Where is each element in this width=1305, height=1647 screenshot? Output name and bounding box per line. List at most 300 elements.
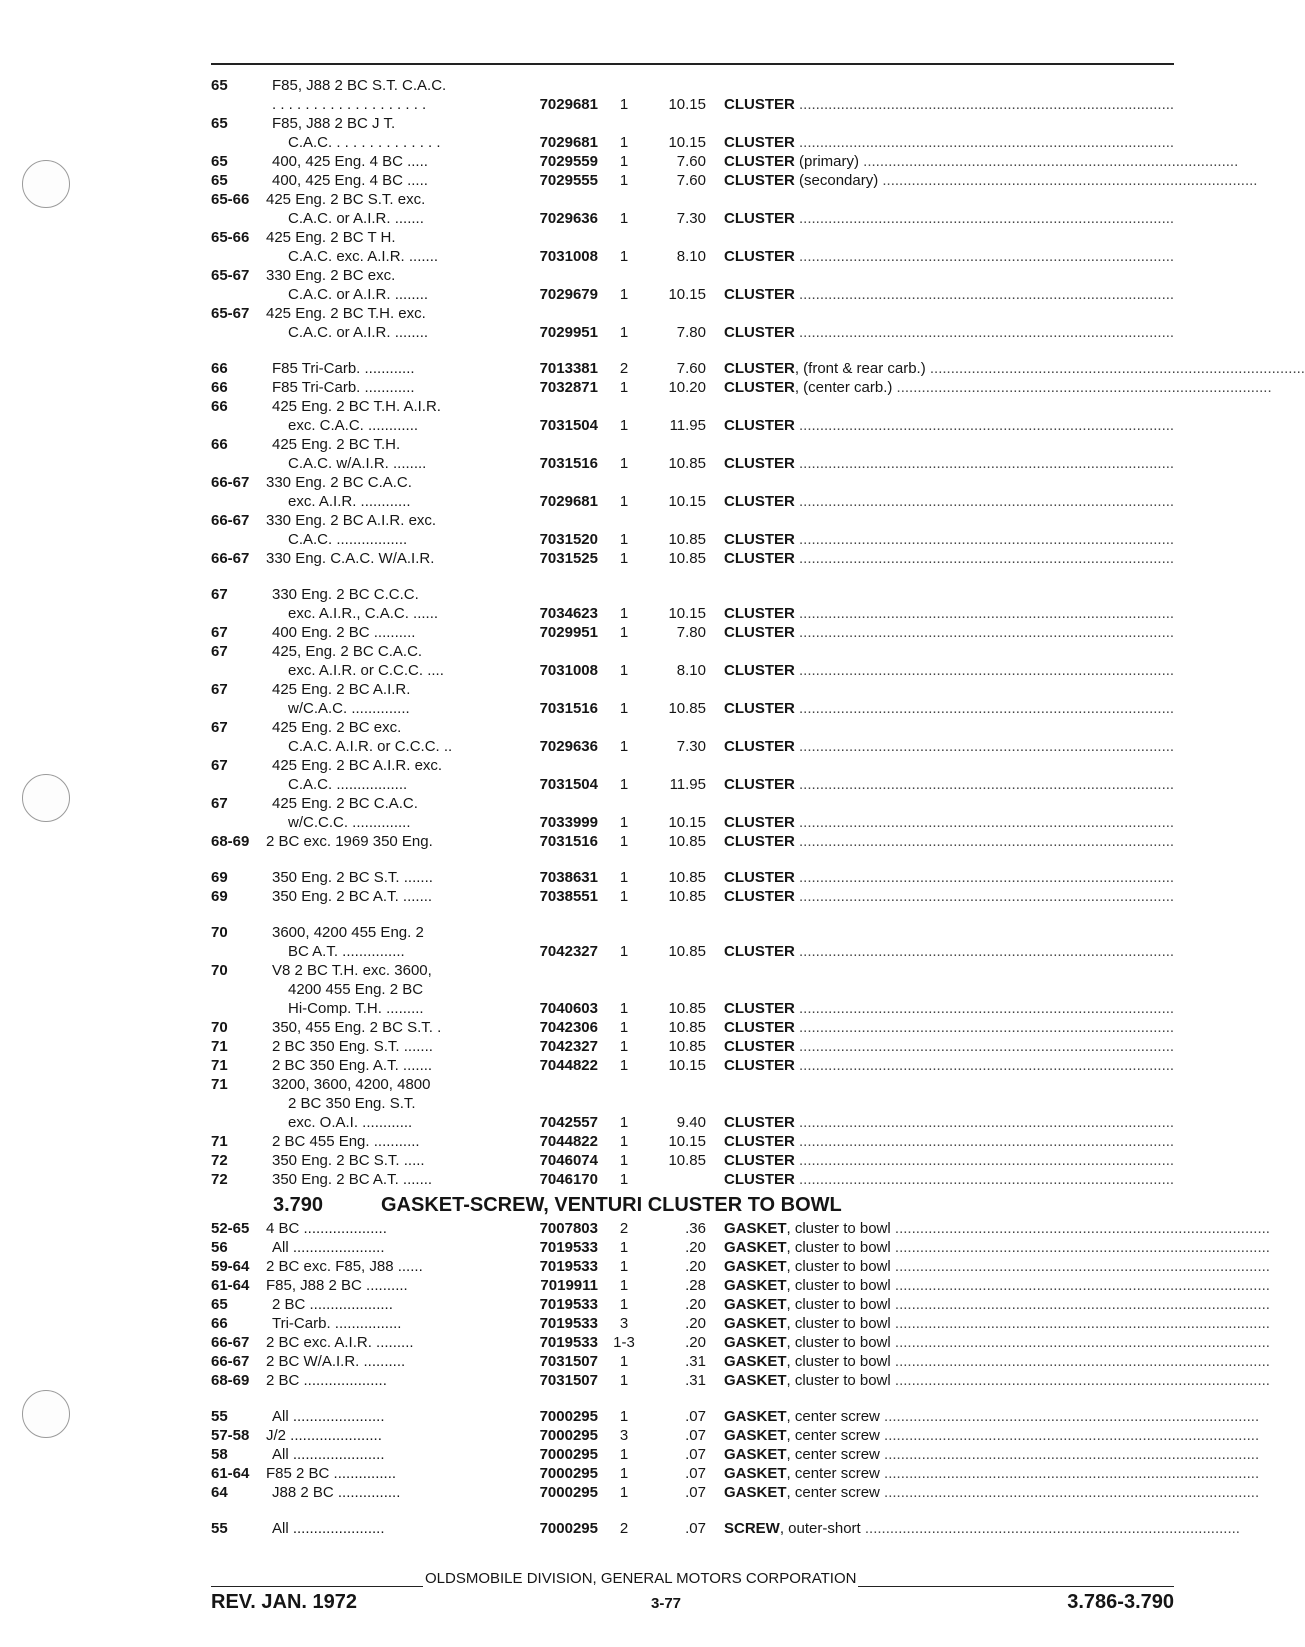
part-name-bold: GASKET — [724, 1408, 787, 1425]
list-price: 10.20 — [668, 379, 706, 396]
model-year: 70 — [211, 1019, 228, 1036]
list-price: 10.15 — [668, 96, 706, 113]
application: F85, J88 2 BC S.T. C.A.C. — [272, 77, 447, 94]
catalog-row — [211, 209, 1174, 228]
catalog-row — [211, 1075, 1174, 1094]
model-year: 66 — [211, 436, 228, 453]
part-name-bold: CLUSTER — [724, 379, 795, 396]
list-price: 10.85 — [668, 888, 706, 905]
list-price: 10.15 — [668, 1057, 706, 1074]
quantity: 1 — [619, 286, 629, 303]
leader-dots: .......................................................................................... — [794, 888, 1175, 905]
part-name-bold: CLUSTER — [724, 1114, 795, 1131]
part-description: , outer-short — [779, 1520, 861, 1537]
part-name — [724, 1170, 1174, 1189]
list-price: .07 — [685, 1408, 706, 1425]
application: exc. C.A.C. ............ — [288, 417, 419, 434]
part-name — [724, 1276, 1270, 1295]
part-name — [724, 775, 1174, 794]
part-name — [724, 435, 1174, 454]
catalog-row — [211, 1407, 1260, 1426]
list-price — [642, 794, 724, 813]
model-year: 65-67 — [211, 267, 250, 284]
part-number — [521, 756, 606, 775]
application: exc. O.A.I. ............ — [288, 1114, 413, 1131]
model-year: 65 — [211, 1296, 228, 1313]
part-name-bold: GASKET — [724, 1296, 787, 1313]
list-price: .20 — [685, 1239, 706, 1256]
quantity: 1 — [619, 1258, 629, 1275]
quantity — [606, 961, 642, 980]
application: 350, 455 Eng. 2 BC S.T. . — [272, 1019, 442, 1036]
application: 400 Eng. 2 BC .......... — [272, 624, 416, 641]
quantity: 1 — [619, 662, 629, 679]
part-name — [724, 1132, 1174, 1151]
part-number: 7046074 — [539, 1152, 598, 1169]
part-number: 7029681 — [539, 134, 598, 151]
application: All ...................... — [272, 1408, 385, 1425]
part-description: , cluster to bowl — [786, 1372, 891, 1389]
catalog-row — [211, 1483, 1260, 1503]
model-year: 56 — [211, 1239, 228, 1256]
list-price: .07 — [685, 1465, 706, 1482]
application: 425 Eng. 2 BC C.A.C. — [272, 795, 418, 812]
model-year: 72 — [211, 1152, 228, 1169]
quantity: 1 — [619, 1465, 629, 1482]
part-description: , center screw — [786, 1484, 880, 1501]
catalog-row — [211, 680, 1174, 699]
catalog-row — [211, 737, 1174, 756]
footer-company: OLDSMOBILE DIVISION, GENERAL MOTORS CORPORATION — [425, 1570, 857, 1587]
quantity: 1 — [619, 1372, 629, 1389]
quantity — [606, 756, 642, 775]
catalog-row — [211, 623, 1174, 642]
model-year: 66 — [211, 379, 228, 396]
application: C.A.C. w/A.I.R. ........ — [288, 455, 427, 472]
application: All ...................... — [272, 1520, 385, 1537]
part-name-bold: CLUSTER — [724, 324, 795, 341]
part-name — [724, 1445, 1260, 1464]
catalog-row — [211, 1238, 1270, 1257]
part-name — [724, 530, 1174, 549]
catalog-row — [211, 1519, 1240, 1538]
part-description: , center screw — [786, 1465, 880, 1482]
quantity: 1 — [619, 1171, 629, 1188]
part-name — [724, 152, 1239, 171]
catalog-row — [211, 887, 1174, 907]
part-number — [521, 585, 606, 604]
part-name — [724, 1056, 1174, 1075]
part-description: (primary) — [794, 153, 860, 170]
part-name-bold: CLUSTER — [724, 1057, 795, 1074]
part-number: 7000295 — [539, 1408, 598, 1425]
leader-dots: .......................................................................................... — [794, 738, 1175, 755]
part-name-bold: CLUSTER — [724, 493, 795, 510]
application: F85, J88 2 BC J T. — [272, 115, 396, 132]
list-price: 10.85 — [668, 455, 706, 472]
quantity — [606, 1094, 642, 1113]
catalog-row — [211, 1151, 1174, 1170]
gasket-screw-parts-list — [211, 1219, 1270, 1538]
catalog-row — [211, 95, 1174, 114]
part-number: 7031504 — [539, 417, 598, 434]
model-year: 67 — [211, 586, 228, 603]
list-price: 10.15 — [668, 605, 706, 622]
part-name — [724, 378, 1272, 397]
binder-hole-bottom — [22, 1390, 70, 1438]
part-number: 7029555 — [539, 172, 598, 189]
part-name — [724, 492, 1174, 511]
quantity — [606, 397, 642, 416]
part-name — [724, 1314, 1270, 1333]
quantity: 1 — [619, 379, 629, 396]
part-name-bold: GASKET — [724, 1484, 787, 1501]
quantity: 1 — [619, 738, 629, 755]
catalog-row — [211, 492, 1174, 511]
model-year: 68-69 — [211, 1372, 250, 1389]
model-year — [211, 1094, 266, 1113]
part-name-bold: CLUSTER — [724, 624, 795, 641]
application: C.A.C. ................. — [288, 776, 408, 793]
quantity — [606, 923, 642, 942]
list-price: .07 — [685, 1520, 706, 1537]
list-price: 10.15 — [668, 1133, 706, 1150]
leader-dots: .......................................................................................... — [794, 814, 1175, 831]
leader-dots: .......................................................................................... — [794, 210, 1175, 227]
part-name — [724, 942, 1174, 961]
part-number — [521, 473, 606, 492]
quantity: 1 — [619, 1446, 629, 1463]
part-name-bold: CLUSTER — [724, 96, 795, 113]
leader-dots: .......................................................................................... — [794, 1114, 1175, 1131]
part-description: , (front & rear carb.) — [794, 360, 926, 377]
quantity: 1 — [619, 1296, 629, 1313]
model-year: 65-67 — [211, 305, 250, 322]
part-number — [521, 228, 606, 247]
catalog-row — [211, 511, 1174, 530]
application: 400, 425 Eng. 4 BC ..... — [272, 153, 428, 170]
model-year — [211, 247, 266, 266]
part-number: 7029681 — [539, 96, 598, 113]
part-name — [724, 114, 1174, 133]
catalog-row — [211, 1113, 1174, 1132]
leader-dots: .......................................................................................... — [794, 833, 1175, 850]
part-name-bold: CLUSTER — [724, 1171, 795, 1188]
part-name — [724, 1426, 1260, 1445]
leader-dots: .......................................................................................... — [879, 1446, 1260, 1463]
part-description: , center screw — [786, 1427, 880, 1444]
application: C.A.C. A.I.R. or C.C.C. .. — [288, 738, 453, 755]
part-number — [521, 1075, 606, 1094]
list-price: 10.85 — [668, 1000, 706, 1017]
part-name-bold: CLUSTER — [724, 700, 795, 717]
list-price: 7.60 — [676, 153, 706, 170]
part-number: 7031516 — [539, 833, 598, 850]
model-year: 71 — [211, 1057, 228, 1074]
catalog-row — [211, 435, 1174, 454]
list-price: .07 — [685, 1446, 706, 1463]
catalog-row — [211, 76, 1174, 95]
quantity: 2 — [619, 1520, 629, 1537]
section-title: GASKET-SCREW, VENTURI CLUSTER TO BOWL — [381, 1194, 842, 1216]
application: 2 BC .................... — [272, 1296, 393, 1313]
model-year: 67 — [211, 719, 228, 736]
part-number — [521, 114, 606, 133]
leader-dots: .......................................................................................... — [794, 1000, 1175, 1017]
list-price: .31 — [685, 1353, 706, 1370]
catalog-row — [211, 247, 1174, 266]
part-name — [724, 868, 1174, 887]
part-number — [521, 794, 606, 813]
part-description: (secondary) — [794, 172, 879, 189]
application: All ...................... — [272, 1446, 385, 1463]
quantity — [606, 76, 642, 95]
part-name — [724, 209, 1174, 228]
catalog-row — [211, 416, 1174, 435]
part-number: 7029679 — [539, 286, 598, 303]
part-name — [724, 1219, 1270, 1238]
application: F85 2 BC ............... — [266, 1465, 397, 1482]
application: 2 BC W/A.I.R. .......... — [266, 1353, 406, 1370]
model-year — [211, 95, 266, 114]
part-name — [724, 247, 1174, 266]
leader-dots: .......................................................................................... — [878, 172, 1258, 189]
model-year: 70 — [211, 962, 228, 979]
part-name — [724, 961, 1174, 980]
part-number: 7034623 — [539, 605, 598, 622]
application: exc. A.I.R., C.A.C. ...... — [288, 605, 439, 622]
catalog-row — [211, 1276, 1270, 1295]
leader-dots: .......................................................................................... — [794, 455, 1175, 472]
model-year — [211, 999, 266, 1018]
model-year: 55 — [211, 1408, 228, 1425]
part-description: , cluster to bowl — [786, 1296, 891, 1313]
part-number: 7044822 — [539, 1057, 598, 1074]
model-year — [211, 323, 266, 343]
catalog-row — [211, 661, 1174, 680]
catalog-row — [211, 1170, 1174, 1189]
catalog-row — [211, 942, 1174, 961]
part-number: 7029681 — [539, 493, 598, 510]
quantity: 1 — [619, 624, 629, 641]
leader-dots: .......................................................................................... — [794, 605, 1175, 622]
catalog-row — [211, 756, 1174, 775]
quantity: 1 — [619, 1000, 629, 1017]
application: 2 BC .................... — [266, 1372, 387, 1389]
leader-dots: .......................................................................................... — [890, 1220, 1270, 1237]
quantity: 1 — [619, 1239, 629, 1256]
part-name — [724, 359, 1305, 378]
part-number: 7031504 — [539, 776, 598, 793]
catalog-row — [211, 1314, 1270, 1333]
catalog-row — [211, 1445, 1260, 1464]
application: 2 BC 350 Eng. A.T. ....... — [272, 1057, 433, 1074]
part-number — [521, 718, 606, 737]
application: 330 Eng. 2 BC A.I.R. exc. — [266, 512, 437, 529]
part-number — [521, 76, 606, 95]
leader-dots: .......................................................................................... — [859, 153, 1239, 170]
quantity — [606, 190, 642, 209]
part-number: 7031516 — [539, 700, 598, 717]
part-number — [521, 642, 606, 661]
part-number: 7029951 — [539, 324, 598, 341]
list-price — [642, 190, 724, 209]
application: 2 BC exc. 1969 350 Eng. — [266, 833, 433, 850]
leader-dots: .......................................................................................... — [794, 531, 1175, 548]
list-price: .36 — [685, 1220, 706, 1237]
leader-dots: .......................................................................................... — [794, 96, 1175, 113]
part-number: 7019911 — [540, 1277, 598, 1294]
leader-dots: .......................................................................................... — [794, 700, 1175, 717]
part-name — [724, 454, 1174, 473]
part-name — [724, 1018, 1174, 1037]
part-name — [724, 999, 1174, 1018]
catalog-row — [211, 961, 1174, 980]
quantity: 1 — [619, 814, 629, 831]
application: 330 Eng. 2 BC exc. — [266, 267, 396, 284]
list-price: 11.95 — [669, 776, 706, 793]
list-price — [642, 1170, 724, 1189]
part-number: 7029636 — [539, 738, 598, 755]
catalog-row — [211, 378, 1272, 397]
list-price — [642, 1094, 724, 1113]
application: F85 Tri-Carb. ............ — [272, 379, 415, 396]
application: 4200 455 Eng. 2 BC — [288, 981, 424, 998]
model-year: 71 — [211, 1076, 228, 1093]
catalog-row — [211, 1018, 1174, 1037]
catalog-row — [211, 397, 1174, 416]
catalog-row — [211, 1426, 1260, 1445]
list-price: 7.80 — [676, 324, 706, 341]
part-number — [521, 304, 606, 323]
catalog-row — [211, 1464, 1260, 1483]
part-number: 7031520 — [539, 531, 598, 548]
catalog-row — [211, 1219, 1270, 1238]
model-year: 66-67 — [211, 512, 250, 529]
application: 425, Eng. 2 BC C.A.C. — [272, 643, 423, 660]
quantity: 1 — [619, 943, 629, 960]
model-year: 55 — [211, 1520, 228, 1537]
catalog-row — [211, 530, 1174, 549]
part-number: 7032871 — [539, 379, 598, 396]
part-description: , cluster to bowl — [786, 1239, 891, 1256]
model-year: 69 — [211, 869, 228, 886]
application: 330 Eng. C.A.C. W/A.I.R. — [266, 550, 435, 567]
part-description: , cluster to bowl — [786, 1315, 891, 1332]
list-price: 10.85 — [668, 550, 706, 567]
part-name-bold: CLUSTER — [724, 455, 795, 472]
quantity: 1 — [619, 324, 629, 341]
quantity — [606, 511, 642, 530]
list-price — [642, 1075, 724, 1094]
catalog-row — [211, 813, 1174, 832]
part-number: 7042327 — [539, 1038, 598, 1055]
list-price: 7.60 — [676, 360, 706, 377]
catalog-row — [211, 454, 1174, 473]
application: 425 Eng. 2 BC T.H. exc. — [266, 305, 426, 322]
part-name — [724, 1371, 1270, 1391]
part-name-bold: GASKET — [724, 1446, 787, 1463]
quantity: 2 — [619, 360, 629, 377]
leader-dots: .......................................................................................... — [890, 1334, 1270, 1351]
quantity: 1 — [619, 1152, 629, 1169]
part-name — [724, 832, 1174, 852]
part-name — [724, 718, 1174, 737]
quantity: 1 — [619, 1114, 629, 1131]
list-price: 7.30 — [676, 210, 706, 227]
quantity: 1 — [619, 210, 629, 227]
list-price — [642, 642, 724, 661]
part-name-bold: CLUSTER — [724, 417, 795, 434]
list-price — [642, 961, 724, 980]
catalog-row — [211, 133, 1174, 152]
list-price: 9.40 — [676, 1114, 706, 1131]
model-year: 66-67 — [211, 1353, 250, 1370]
quantity: 1 — [619, 417, 629, 434]
part-number: 7033999 — [539, 814, 598, 831]
part-number: 7000295 — [539, 1427, 598, 1444]
quantity: 1 — [619, 455, 629, 472]
list-price: 10.85 — [668, 1152, 706, 1169]
part-name-bold: GASKET — [724, 1315, 787, 1332]
quantity: 1 — [619, 1057, 629, 1074]
leader-dots: .......................................................................................... — [890, 1372, 1270, 1389]
section-number: 3.790 — [273, 1194, 324, 1216]
part-number: 7019533 — [539, 1258, 598, 1275]
list-price: 10.85 — [668, 943, 706, 960]
model-year: 67 — [211, 643, 228, 660]
part-number — [521, 923, 606, 942]
application: J/2 ...................... — [266, 1427, 382, 1444]
part-name — [724, 1483, 1260, 1503]
quantity — [606, 980, 642, 999]
model-year — [211, 209, 266, 228]
part-name-bold: GASKET — [724, 1465, 787, 1482]
leader-dots: .......................................................................................... — [794, 134, 1175, 151]
leader-dots: .......................................................................................... — [890, 1258, 1270, 1275]
part-number: 7031516 — [539, 455, 598, 472]
part-name — [724, 416, 1174, 435]
leader-dots: .......................................................................................... — [794, 550, 1175, 567]
part-number: 7013381 — [539, 360, 598, 377]
cluster-parts-list — [211, 76, 1305, 1189]
application: . . . . . . . . . . . . . . . . . . . — [272, 96, 427, 113]
leader-dots: .......................................................................................... — [794, 776, 1175, 793]
part-name-bold: CLUSTER — [724, 888, 795, 905]
application: C.A.C. exc. A.I.R. ....... — [288, 248, 439, 265]
list-price — [642, 980, 724, 999]
catalog-row — [211, 868, 1174, 887]
list-price: 10.85 — [668, 700, 706, 717]
part-name-bold: CLUSTER — [724, 1152, 795, 1169]
part-name-bold: CLUSTER — [724, 1038, 795, 1055]
application: F85 Tri-Carb. ............ — [272, 360, 415, 377]
quantity — [606, 794, 642, 813]
leader-dots: .......................................................................................... — [879, 1427, 1260, 1444]
model-year — [211, 604, 266, 623]
application: 350 Eng. 2 BC A.T. ....... — [272, 1171, 433, 1188]
part-number: 7019533 — [539, 1334, 598, 1351]
part-name-bold: CLUSTER — [724, 248, 795, 265]
application: 425 Eng. 2 BC S.T. exc. — [266, 191, 426, 208]
page-footer — [211, 1570, 1174, 1621]
catalog-row — [211, 775, 1174, 794]
part-name — [724, 304, 1174, 323]
parts-catalog-page — [211, 76, 1305, 1538]
part-name-bold: GASKET — [724, 1427, 787, 1444]
part-name — [724, 1295, 1270, 1314]
application: 350 Eng. 2 BC S.T. ....... — [272, 869, 433, 886]
